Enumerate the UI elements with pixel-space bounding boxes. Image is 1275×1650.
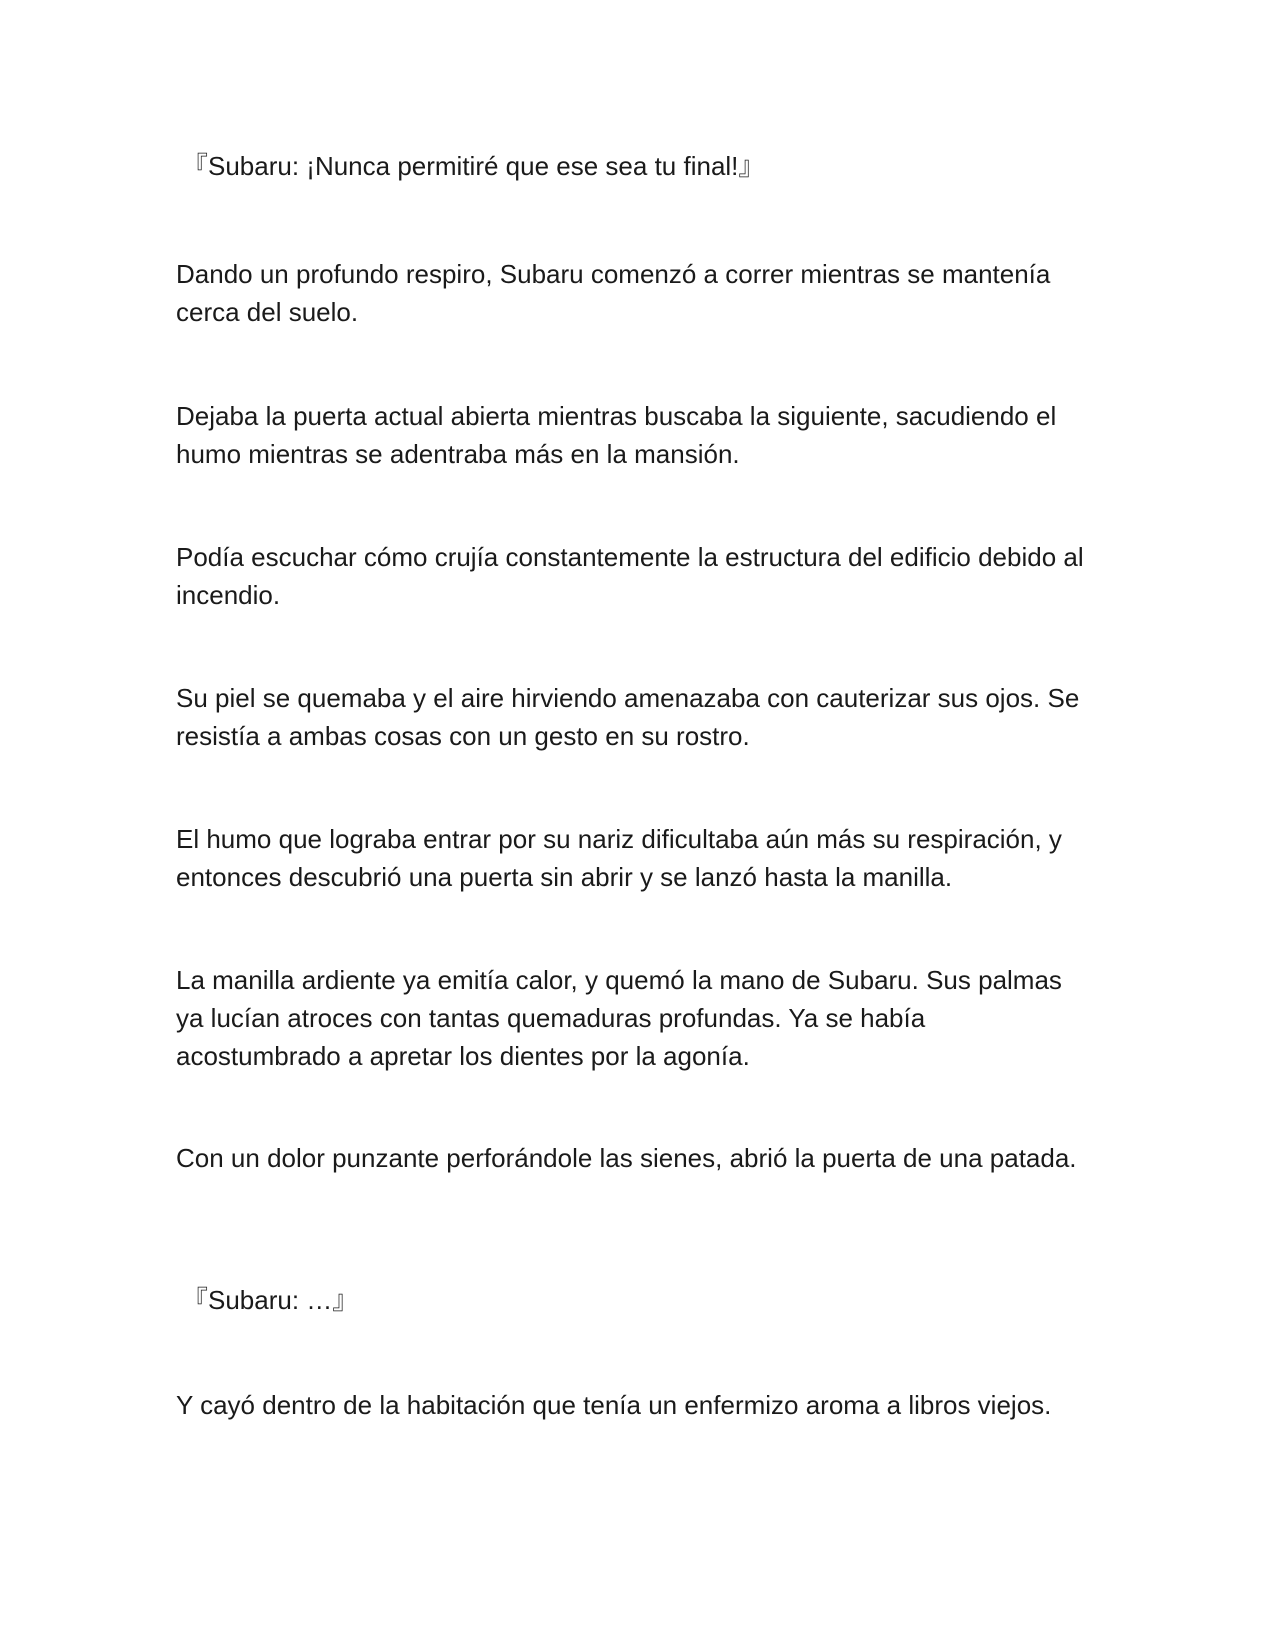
paragraph-3: Podía escuchar cómo crujía constantemente la estructura del edificio debido al incendio. — [176, 542, 1084, 610]
dialogue-subaru-final: 『Subaru: ¡Nunca permitiré que ese sea tu final!』 — [182, 151, 765, 181]
paragraph-1: Dando un profundo respiro, Subaru comenzó a correr mientras se mantenía cerca del suelo. — [176, 259, 1051, 327]
paragraph-2: Dejaba la puerta actual abierta mientras buscaba la siguiente, sacudiendo el humo mientras se adentraba más en la mansión. — [176, 401, 1057, 469]
paragraph-6: La manilla ardiente ya emitía calor, y quemó la mano de Subaru. Sus palmas ya lucían atroces con tantas quemaduras profundas. Ya se había acostumbrado a apretar los dientes por la agonía. — [176, 965, 1062, 1071]
paragraph-5: El humo que lograba entrar por su nariz dificultaba aún más su respiración, y entonces descubrió una puerta sin abrir y se lanzó hasta la manilla. — [176, 824, 1062, 892]
paragraph-7: Con un dolor punzante perforándole las sienes, abrió la puerta de una patada. — [176, 1143, 1077, 1173]
paragraph-4: Su piel se quemaba y el aire hirviendo amenazaba con cauterizar sus ojos. Se resistía a ambas cosas con un gesto en su rostro. — [176, 683, 1080, 751]
paragraph-9: Y cayó dentro de la habitación que tenía un enfermizo aroma a libros viejos. — [176, 1390, 1052, 1420]
dialogue-subaru-ellipsis: 『Subaru: …』 — [182, 1285, 359, 1315]
